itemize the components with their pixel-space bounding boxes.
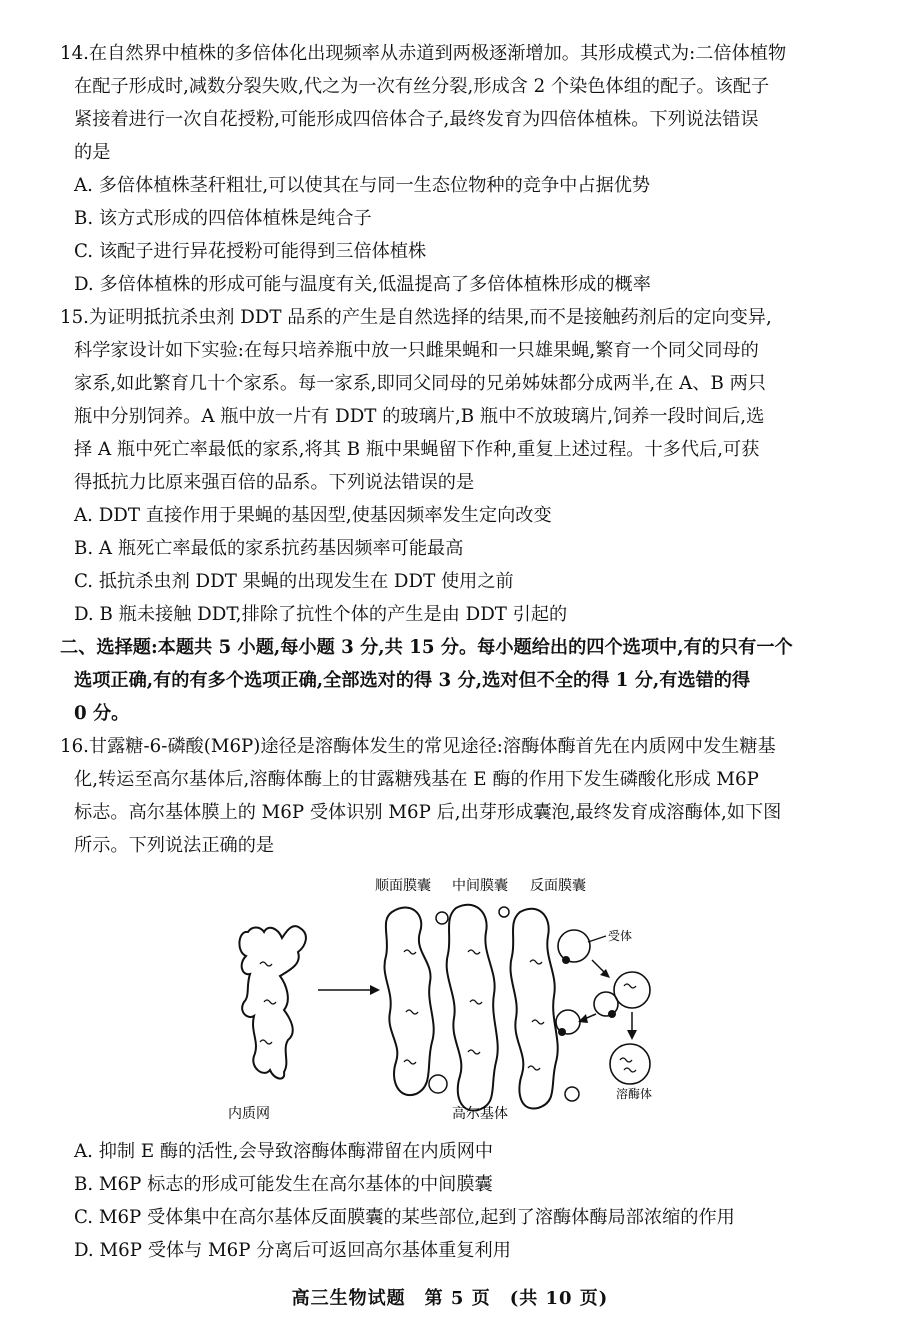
q14-stem-line-2: 在配子形成时,减数分裂失败,代之为一次有丝分裂,形成含 2 个染色体组的配子。该配子 xyxy=(74,76,770,97)
enzyme-mark xyxy=(532,1020,544,1024)
lysosome xyxy=(610,1044,650,1084)
vesicle-small-3 xyxy=(499,907,509,917)
receptor-dot-lower xyxy=(558,1028,566,1036)
label-golgi: 高尔基体 xyxy=(452,1106,508,1122)
receptor-dot-recycling xyxy=(608,1010,616,1018)
enzyme-mark xyxy=(406,1010,418,1014)
enzyme-mark xyxy=(624,984,636,988)
label-cis-cisterna: 顺面膜囊 xyxy=(375,878,431,894)
enzyme-mark xyxy=(404,1060,416,1064)
page-footer: 高三生物试题 第 5 页 (共 10 页) xyxy=(291,1288,609,1309)
enzyme-mark xyxy=(264,1000,276,1004)
section2-header-line-1: 二、选择题:本题共 5 小题,每小题 3 分,共 15 分。每小题给出的四个选项中,有的只有一个 xyxy=(60,637,793,658)
label-lysosome: 溶酶体 xyxy=(616,1087,653,1101)
vesicle-small-2 xyxy=(429,1075,447,1093)
q15-stem-line-4: 瓶中分别饲养。A 瓶中放一片有 DDT 的玻璃片,B 瓶中不放玻璃片,饲养一段时间后,选 xyxy=(74,406,765,427)
enzyme-mark xyxy=(468,950,480,954)
q15-stem-line-3: 家系,如此繁育几十个家系。每一家系,即同父同母的兄弟姊妹都分成两半,在 A、B 两只 xyxy=(74,373,766,394)
label-trans-cisterna: 反面膜囊 xyxy=(530,878,586,894)
trans-cisterna-shape xyxy=(510,909,557,1109)
enzyme-mark xyxy=(530,960,542,964)
enzyme-mark xyxy=(470,1000,482,1004)
q14-option-a: A. 多倍体植株茎秆粗壮,可以使其在与同一生态位物种的竞争中占据优势 xyxy=(74,175,651,196)
section2-header-line-3: 0 分。 xyxy=(74,703,130,724)
vesicle-small-4 xyxy=(565,1087,579,1101)
section2-header-line-2: 选项正确,有的有多个选项正确,全部选对的得 3 分,选对但不全的得 1 分,有选错的得 xyxy=(74,670,751,691)
m6p-pathway-figure xyxy=(220,872,680,1132)
enzyme-marks xyxy=(260,950,544,1070)
q16-stem-line-2: 化,转运至高尔基体后,溶酶体酶上的甘露糖残基在 E 酶的作用下发生磷酸化形成 M6P xyxy=(74,769,759,790)
q14-stem-line-1: 14.在自然界中植株的多倍体化出现频率从赤道到两极逐渐增加。其形成模式为:二倍体植物 xyxy=(60,43,787,64)
q16-stem-line-4: 所示。下列说法正确的是 xyxy=(74,835,275,856)
enzyme-mark xyxy=(620,1058,632,1062)
enzyme-mark xyxy=(260,962,272,966)
enzyme-mark xyxy=(528,1066,540,1070)
q15-stem-line-2: 科学家设计如下实验:在每只培养瓶中放一只雌果蝇和一只雄果蝇,繁育一个同父同母的 xyxy=(74,340,759,361)
q16-option-c: C. M6P 受体集中在高尔基体反面膜囊的某些部位,起到了溶酶体酶局部浓缩的作用 xyxy=(74,1207,735,1228)
enzyme-mark xyxy=(468,1050,480,1054)
endoplasmic-reticulum-shape xyxy=(239,926,306,1078)
q15-stem-line-1: 15.为证明抵抗杀虫剂 DDT 品系的产生是自然选择的结果,而不是接触药剂后的定向变异, xyxy=(60,307,772,328)
q15-option-b: B. A 瓶死亡率最低的家系抗药基因频率可能最高 xyxy=(74,538,464,559)
label-er: 内质网 xyxy=(228,1106,270,1122)
enzyme-mark xyxy=(624,1068,636,1072)
transport-vesicle xyxy=(614,972,650,1008)
enzyme-mark xyxy=(404,950,416,954)
q15-stem-line-5: 择 A 瓶中死亡率最低的家系,将其 B 瓶中果蝇留下作种,重复上述过程。十多代后,可获 xyxy=(74,439,760,460)
receptor-dot xyxy=(562,956,570,964)
budding-vesicle xyxy=(558,930,590,962)
q16-stem-line-1: 16.甘露糖-6-磷酸(M6P)途径是溶酶体发生的常见途径:溶酶体酶首先在内质网中发生糖基 xyxy=(60,736,776,757)
q14-option-b: B. 该方式形成的四倍体植株是纯合子 xyxy=(74,208,372,229)
arrow-head-er-to-golgi xyxy=(370,985,380,995)
q16-option-d: D. M6P 受体与 M6P 分离后可返回高尔基体重复利用 xyxy=(74,1240,511,1261)
q14-option-d: D. 多倍体植株的形成可能与温度有关,低温提高了多倍体植株形成的概率 xyxy=(74,274,651,295)
medial-cisterna-shape xyxy=(447,905,498,1111)
q15-option-c: C. 抵抗杀虫剂 DDT 果蝇的出现发生在 DDT 使用之前 xyxy=(74,571,514,592)
q14-stem-line-3: 紧接着进行一次自花授粉,可能形成四倍体合子,最终发育为四倍体植株。下列说法错误 xyxy=(74,109,759,130)
q16-stem-line-3: 标志。高尔基体膜上的 M6P 受体识别 M6P 后,出芽形成囊泡,最终发育成溶酶体,如下图 xyxy=(74,802,782,823)
q16-option-b: B. M6P 标志的形成可能发生在高尔基体的中间膜囊 xyxy=(74,1174,493,1195)
vesicle-small-1 xyxy=(436,912,448,924)
q15-stem-line-6: 得抵抗力比原来强百倍的品系。下列说法错误的是 xyxy=(74,472,475,493)
q15-option-a: A. DDT 直接作用于果蝇的基因型,使基因频率发生定向改变 xyxy=(74,505,552,526)
arrow-head-lysosome xyxy=(627,1030,637,1040)
cis-cisterna-shape xyxy=(384,908,433,1096)
q15-option-d: D. B 瓶未接触 DDT,排除了抗性个体的产生是由 DDT 引起的 xyxy=(74,604,568,625)
enzyme-mark xyxy=(260,1040,272,1044)
q14-stem-line-4: 的是 xyxy=(74,142,111,163)
receptor-pointer xyxy=(588,936,606,942)
label-medial-cisterna: 中间膜囊 xyxy=(452,878,508,894)
label-receptor: 受体 xyxy=(608,929,633,943)
q16-option-a: A. 抑制 E 酶的活性,会导致溶酶体酶滞留在内质网中 xyxy=(74,1141,494,1162)
q14-option-c: C. 该配子进行异花授粉可能得到三倍体植株 xyxy=(74,241,427,262)
